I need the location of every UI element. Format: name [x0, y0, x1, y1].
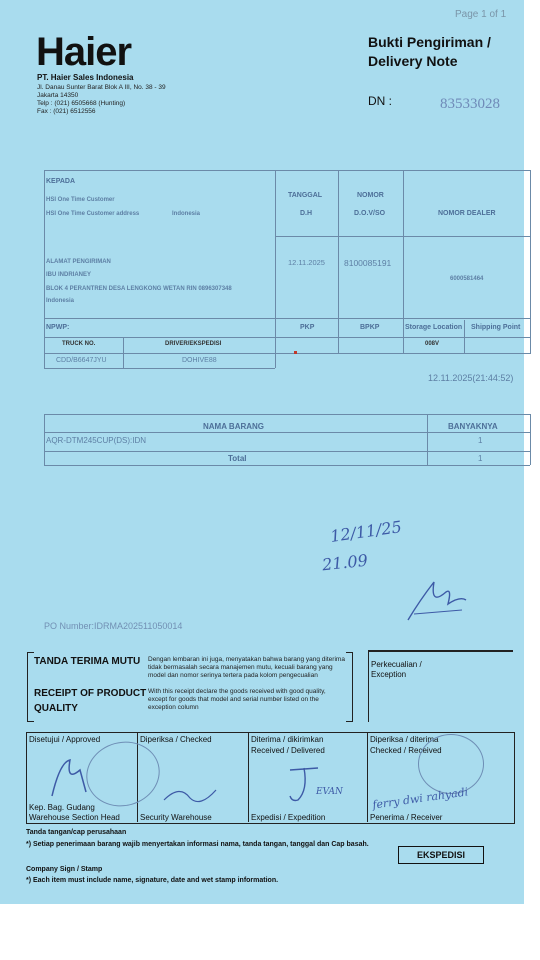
receipt-text-id: Dengan lembaran ini juga, menyatakan bahwa barang yang diterima tidak bermasalah secara manajemen mutu, kecuali barang yang model dan nomor serinya tertera pada kolom pengecualian	[148, 656, 345, 679]
dn-label: DN :	[368, 94, 392, 108]
footer-note-en: *) Each item must include name, signature, date and wet stamp information.	[26, 877, 279, 884]
nomor-label: NOMOR	[357, 192, 384, 199]
handwritten-date: 12/11/25	[329, 517, 403, 546]
total-qty: 1	[478, 454, 483, 463]
po-number: PO Number:IDRMA202511050014	[44, 621, 183, 631]
truck-no-value: CDD/B6647JYU	[56, 357, 107, 364]
exception-label-2: Exception	[371, 670, 407, 679]
company-address-2: Jakarta 14350	[37, 92, 79, 99]
handwritten-time: 21.09	[321, 550, 369, 575]
ship-name: IBU INDRIANEY	[46, 272, 92, 278]
npwp-label: NPWP:	[46, 324, 70, 331]
page-number: Page 1 of 1	[455, 9, 507, 20]
approved-label: Disetujui / Approved	[29, 735, 101, 744]
storage-location-value: 008V	[425, 341, 440, 347]
customer-country: Indonesia	[172, 211, 201, 217]
footer-sign-label: Tanda tangan/cap perusahaan	[26, 829, 127, 836]
company-address-1: Jl. Danau Sunter Barat Blok A III, No. 38 - 39	[37, 84, 166, 91]
checked-signature	[160, 780, 220, 815]
tanggal-label: TANGGAL	[288, 192, 323, 199]
receipt-title-en-2: QUALITY	[34, 703, 78, 714]
dn-number: 83533028	[440, 96, 500, 112]
customer-address: HSI One Time Customer address	[46, 211, 140, 217]
company-name: PT. Haier Sales Indonesia	[37, 73, 134, 82]
haier-logo: Haier	[36, 30, 132, 74]
item-row-name: AQR-DTM245CUP(DS):IDN	[46, 436, 147, 445]
pkp-label: PKP	[300, 324, 315, 331]
item-row-qty: 1	[478, 436, 483, 445]
receiver-label: Penerima / Receiver	[370, 813, 443, 822]
company-fax: Fax : (021) 6512556	[37, 108, 96, 115]
expedition-name: EVAN	[316, 787, 343, 797]
document-title	[368, 33, 491, 71]
checked-label: Diperiksa / Checked	[140, 735, 212, 744]
receipt-text-en: With this receipt declare the goods received with good quality, except for goods that model and serial number listed on the exception column	[148, 688, 326, 711]
red-mark	[294, 351, 297, 354]
alamat-label: ALAMAT PENGIRIMAN	[46, 259, 111, 265]
footer-note-id: *) Setiap penerimaan barang wajib menyertakan informasi nama, tanda tangan, tanggal dan Cap basah.	[26, 841, 369, 848]
receiver-signature-name: ferry dwi rahyadi	[371, 785, 469, 812]
receipt-title-en-1: RECEIPT OF PRODUCT	[34, 688, 147, 699]
shipping-point-label: Shipping Point	[471, 324, 521, 331]
checked-received-label-2: Checked / Received	[370, 746, 442, 755]
approved-signature	[46, 752, 96, 807]
nomor-dealer-label: NOMOR DEALER	[438, 210, 496, 217]
receipt-title-id: TANDA TERIMA MUTU	[34, 656, 141, 667]
security-label: Security Warehouse	[140, 813, 212, 822]
expedition-label: Expedisi / Expedition	[251, 813, 326, 822]
total-label: Total	[228, 454, 247, 463]
item-name-header: NAMA BARANG	[203, 422, 265, 431]
delivery-date: 12.11.2025	[288, 258, 325, 267]
company-telp: Telp : (021) 6505668 (Hunting)	[37, 100, 126, 107]
title-line-2: Delivery Note	[368, 53, 458, 69]
expedition-signature	[282, 760, 332, 809]
bpkp-label: BPKP	[360, 324, 380, 331]
dh-label: D.H	[300, 210, 313, 217]
section-head-label-2: Warehouse Section Head	[29, 813, 120, 822]
customer-name: HSI One Time Customer	[46, 197, 115, 203]
storage-location-label: Storage Location	[405, 324, 463, 331]
received-delivered-label-1: Diterima / dikirimkan	[251, 735, 324, 744]
kepada-label: KEPADA	[46, 178, 76, 185]
title-line-1: Bukti Pengiriman /	[368, 34, 491, 50]
item-qty-header: BANYAKNYA	[448, 422, 498, 431]
received-delivered-label-2: Received / Delivered	[251, 746, 325, 755]
driver-label: DRIVER/EKSPEDISI	[165, 341, 222, 347]
dealer-number: 6000581464	[450, 276, 484, 282]
section-head-label-1: Kep. Bag. Gudang	[29, 803, 95, 812]
print-timestamp: 12.11.2025(21:44:52)	[428, 373, 514, 383]
copy-type-badge: EKSPEDISI	[398, 846, 484, 864]
so-number: 8100085191	[344, 258, 392, 268]
exception-label-1: Perkecualian /	[371, 660, 422, 669]
footer-sign-label-en: Company Sign / Stamp	[26, 866, 103, 873]
ship-address: BLOK 4 PERANTREN DESA LENGKONG WETAN RIN 0896307348	[46, 286, 232, 292]
truck-no-label: TRUCK NO.	[62, 341, 96, 347]
driver-value: DOHIVE88	[182, 357, 217, 364]
receiver-stamp	[418, 734, 484, 794]
handwritten-signature	[400, 570, 470, 635]
checked-received-label-1: Diperiksa / diterima	[370, 735, 439, 744]
dovso-label: D.O.V/SO	[354, 210, 386, 217]
ship-country: Indonesia	[46, 298, 75, 304]
